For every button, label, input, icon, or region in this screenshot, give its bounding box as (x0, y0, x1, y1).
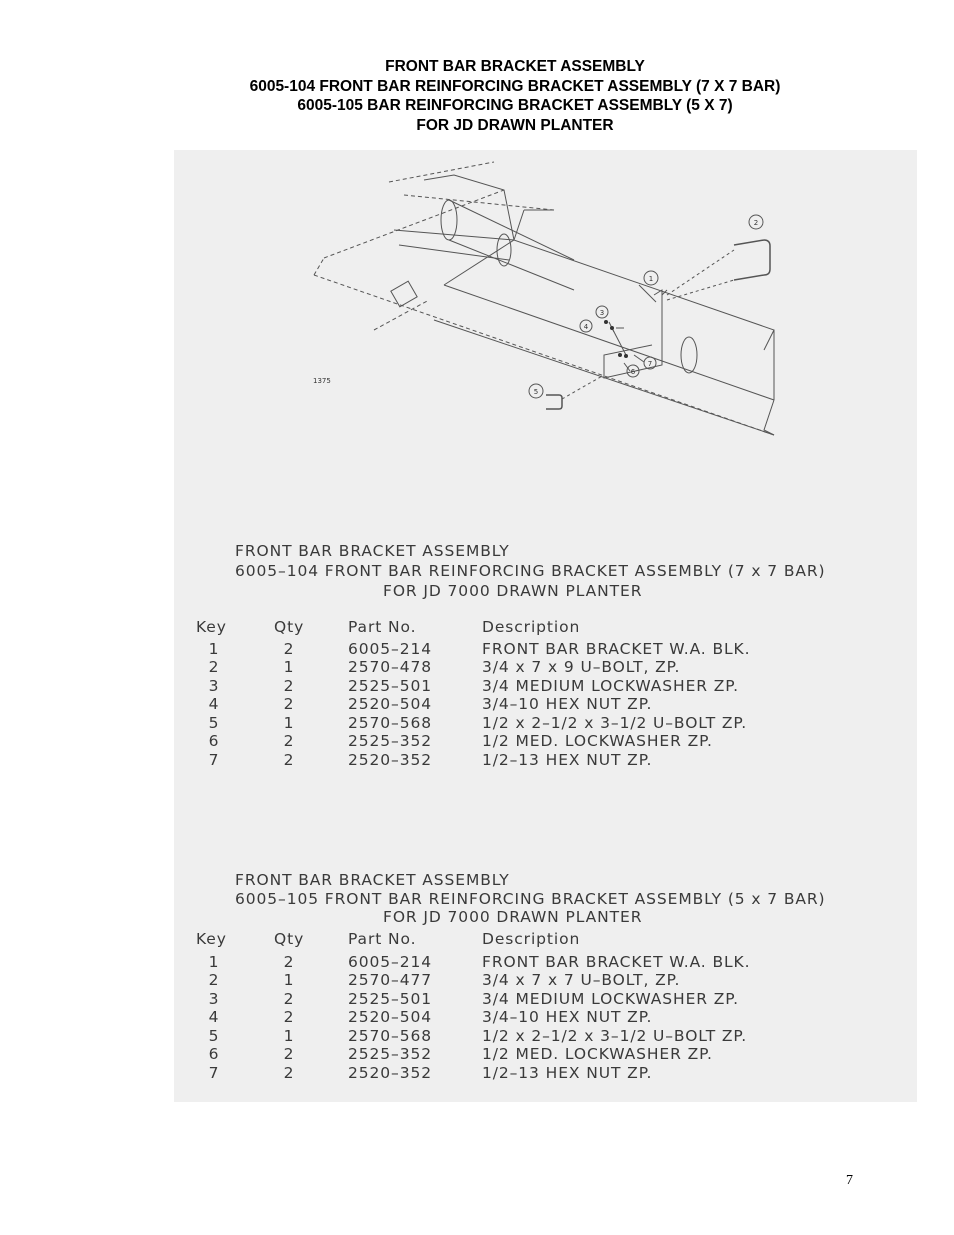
cell-qty: 2 (283, 989, 295, 1008)
col-part-header: Part No. (348, 930, 417, 948)
cell-key: 2 (208, 971, 220, 989)
callout-5: 5 (533, 388, 539, 396)
cell-key: 1 (208, 639, 220, 658)
cell-desc: FRONT BAR BRACKET W.A. BLK. (482, 639, 751, 658)
section1-title-2 (235, 561, 826, 581)
cell-desc: 3/4–10 HEX NUT ZP. (482, 1008, 653, 1026)
cell-key: 6 (208, 732, 220, 750)
header-line-1: FRONT BAR BRACKET ASSEMBLY (385, 58, 645, 75)
cell-key: 2 (208, 658, 220, 676)
section1-title-line-1: FRONT BAR BRACKET ASSEMBLY (235, 542, 510, 560)
cell-part: 2525–352 (348, 732, 432, 750)
cell-part: 6005–214 (348, 639, 432, 658)
section2-title-line-1: FRONT BAR BRACKET ASSEMBLY (235, 871, 510, 889)
cell-part: 2570–477 (348, 971, 432, 989)
cell-qty: 1 (283, 1026, 295, 1045)
cell-qty: 2 (283, 1045, 295, 1063)
callout-3: 3 (599, 309, 605, 317)
col-key-header: Key (196, 930, 227, 948)
cell-part: 2520–504 (348, 695, 432, 713)
cell-qty: 2 (283, 676, 295, 695)
cell-key: 4 (208, 695, 220, 713)
cell-part: 2520–352 (348, 1063, 432, 1082)
cell-qty: 2 (283, 1008, 295, 1026)
cell-qty: 2 (283, 952, 295, 971)
cell-qty: 2 (283, 750, 295, 769)
cell-desc: 1/2 x 2–1/2 x 3–1/2 U–BOLT ZP. (482, 1026, 748, 1045)
callout-4: 4 (583, 323, 589, 331)
cell-part: 2525–501 (348, 676, 432, 695)
cell-desc: 1/2 MED. LOCKWASHER ZP. (482, 732, 713, 750)
section2-title-line-3: FOR JD 7000 DRAWN PLANTER (383, 908, 643, 926)
col-part-header: Part No. (348, 618, 417, 636)
cell-qty: 1 (283, 658, 295, 676)
cell-desc: 1/2–13 HEX NUT ZP. (482, 750, 653, 769)
cell-desc: 1/2 MED. LOCKWASHER ZP. (482, 1045, 713, 1063)
cell-part: 2525–501 (348, 989, 432, 1008)
cell-qty: 2 (283, 732, 295, 750)
cell-part: 2525–352 (348, 1045, 432, 1063)
cell-desc: FRONT BAR BRACKET W.A. BLK. (482, 952, 751, 971)
col-qty-header: Qty (274, 930, 305, 948)
cell-desc: 3/4 MEDIUM LOCKWASHER ZP. (482, 989, 739, 1008)
callout-2: 2 (753, 219, 759, 227)
cell-part: 2570–568 (348, 713, 432, 732)
cell-key: 3 (208, 676, 220, 695)
col-key-header: Key (196, 618, 227, 636)
cell-key: 7 (208, 750, 220, 769)
cell-qty: 2 (283, 639, 295, 658)
cell-key: 3 (208, 989, 220, 1008)
cell-desc: 1/2 x 2–1/2 x 3–1/2 U–BOLT ZP. (482, 713, 748, 732)
cell-key: 6 (208, 1045, 220, 1063)
cell-part: 2520–504 (348, 1008, 432, 1026)
assembly-drawing (174, 150, 917, 450)
section1-title (235, 541, 510, 561)
cell-key: 4 (208, 1008, 220, 1026)
callout-1: 1 (648, 275, 654, 283)
cell-part: 2570–478 (348, 658, 432, 676)
header-line-4: FOR JD DRAWN PLANTER (416, 116, 614, 134)
section1-title-3 (383, 581, 642, 601)
cell-part: 6005–214 (348, 952, 432, 971)
cell-key: 7 (208, 1063, 220, 1082)
header-line-2: 6005-104 FRONT BAR REINFORCING BRACKET ASSEMBLY (7 X 7 BAR) (249, 77, 781, 95)
section2-title-3 (383, 907, 642, 927)
cell-qty: 2 (283, 695, 295, 713)
section2-title-2 (235, 889, 826, 909)
drawing-number: 1375 (313, 377, 331, 385)
cell-qty: 2 (283, 1063, 295, 1082)
cell-part: 2520–352 (348, 750, 432, 769)
cell-desc: 3/4–10 HEX NUT ZP. (482, 695, 653, 713)
cell-desc: 3/4 MEDIUM LOCKWASHER ZP. (482, 676, 739, 695)
section1-title-line-3: FOR JD 7000 DRAWN PLANTER (383, 582, 643, 600)
section1-title-line-2: 6005–104 FRONT BAR REINFORCING BRACKET ASSEMBLY (7 x 7 BAR) (235, 562, 826, 580)
callout-6: 6 (630, 368, 636, 376)
col-qty-header: Qty (274, 618, 305, 636)
header-line-3: 6005-105 BAR REINFORCING BRACKET ASSEMBLY (5 X 7) (297, 97, 733, 114)
cell-desc: 1/2–13 HEX NUT ZP. (482, 1063, 653, 1082)
page-header (0, 57, 954, 135)
cell-key: 1 (208, 952, 220, 971)
page-number: 7 (846, 1173, 853, 1188)
cell-key: 5 (208, 1026, 220, 1045)
callout-7: 7 (647, 360, 653, 368)
cell-qty: 1 (283, 971, 295, 989)
col-desc-header: Description (482, 618, 581, 636)
cell-desc: 3/4 x 7 x 7 U–BOLT, ZP. (482, 971, 681, 989)
col-desc-header: Description (482, 930, 581, 948)
cell-qty: 1 (283, 713, 295, 732)
cell-part: 2570–568 (348, 1026, 432, 1045)
cell-key: 5 (208, 713, 220, 732)
cell-desc: 3/4 x 7 x 9 U–BOLT, ZP. (482, 658, 681, 676)
section2-title (235, 870, 510, 890)
section2-title-line-2: 6005–105 FRONT BAR REINFORCING BRACKET ASSEMBLY (5 x 7 BAR) (235, 890, 826, 908)
